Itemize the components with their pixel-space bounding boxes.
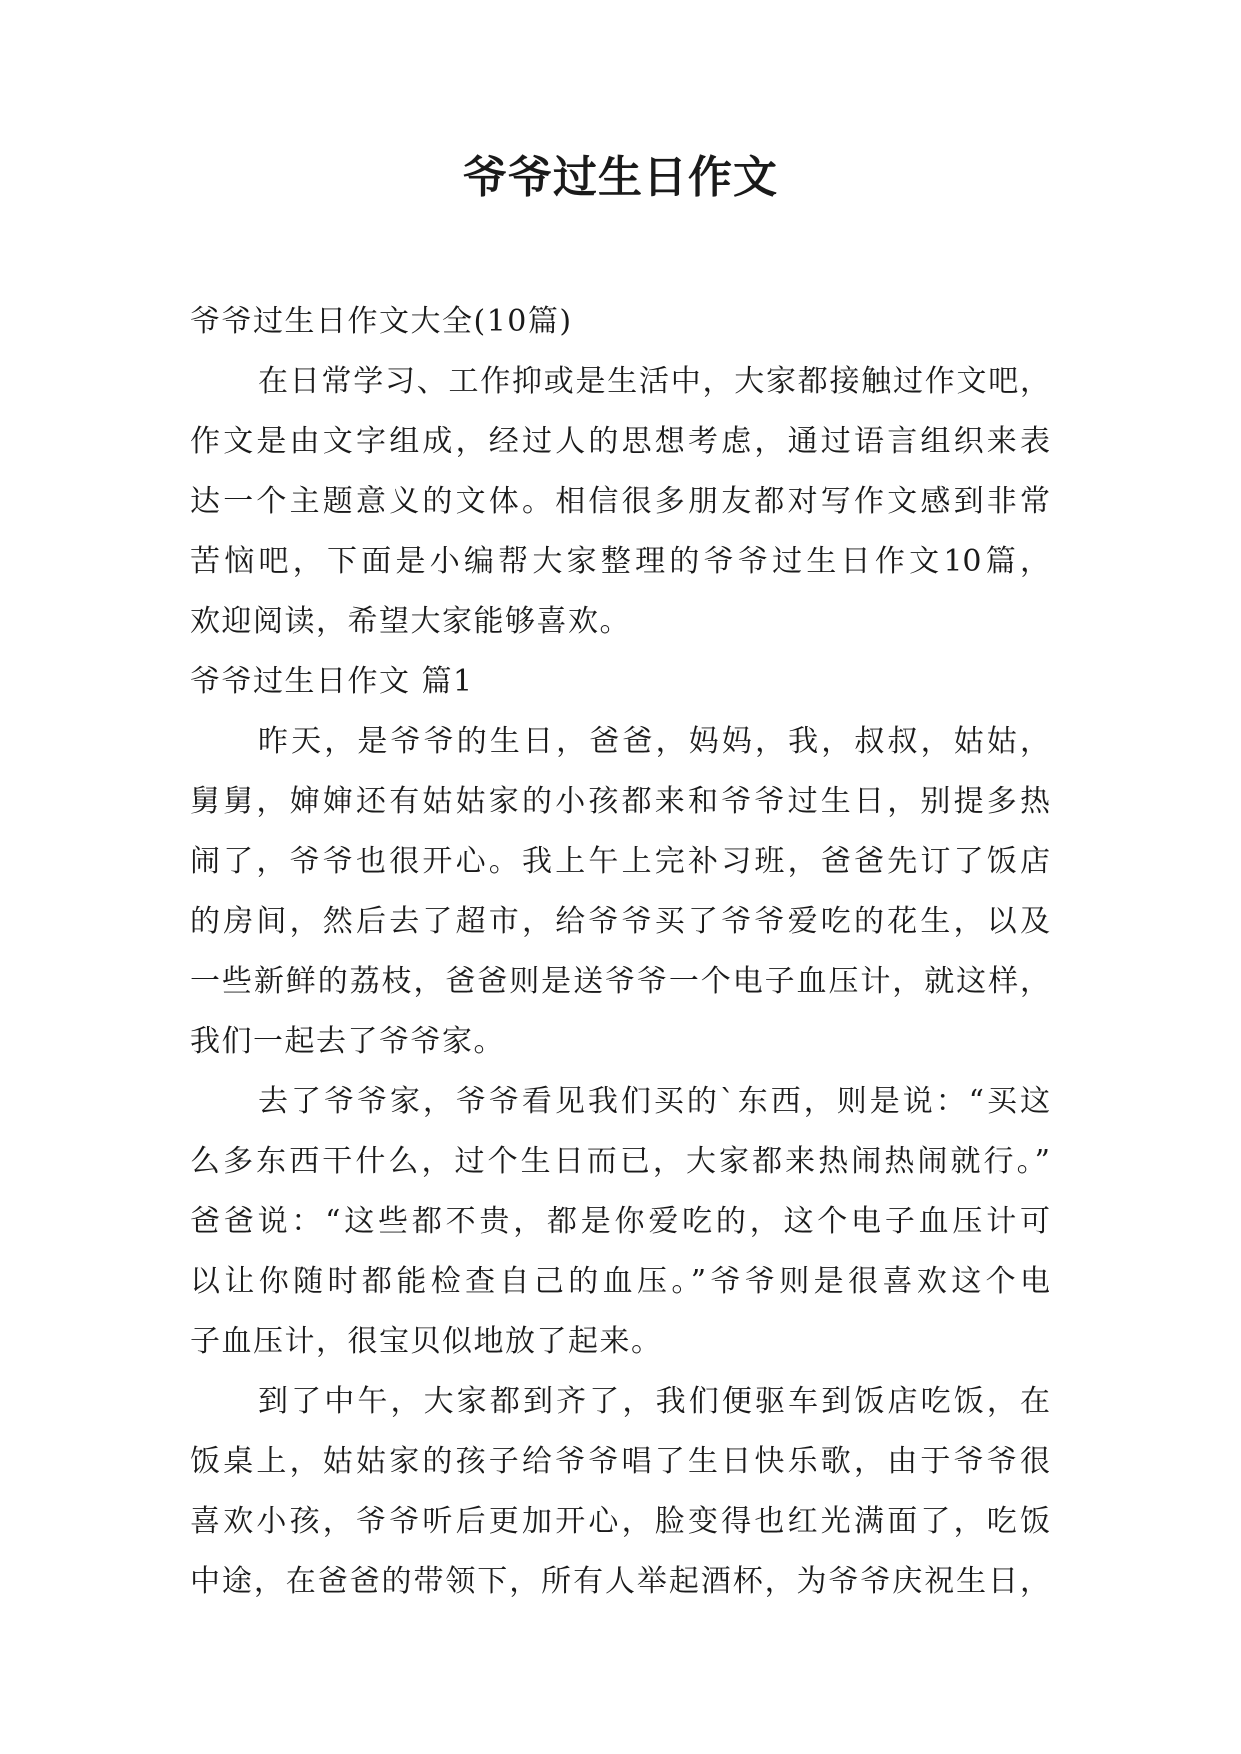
text-line: 我们一起去了爷爷家。 (190, 1024, 505, 1059)
text-line: 舅舅，婶婶还有姑姑家的小孩都来和爷爷过生日，别提多热 (190, 784, 1050, 819)
text-line: 欢迎阅读，希望大家能够喜欢。 (190, 604, 631, 639)
document-body (190, 292, 1050, 1612)
text-line: 到了中午，大家都到齐了，我们便驱车到饭店吃饭，在 (258, 1384, 1050, 1419)
text-line: 昨天，是爷爷的生日，爸爸，妈妈，我，叔叔，姑姑， (258, 724, 1050, 759)
text-line: 在日常学习、工作抑或是生活中，大家都接触过作文吧， (258, 364, 1050, 399)
text-line: 么多东西干什么，过个生日而已，大家都来热闹热闹就行。” (190, 1144, 1050, 1179)
text-line: 爸爸说：“这些都不贵，都是你爱吃的，这个电子血压计可 (190, 1204, 1050, 1239)
document-title: 爷爷过生日作文 (463, 152, 778, 203)
text-line: 喜欢小孩，爷爷听后更加开心，脸变得也红光满面了，吃饭 (190, 1504, 1050, 1539)
text-line: 子血压计，很宝贝似地放了起来。 (190, 1324, 663, 1359)
text-line: 饭桌上，姑姑家的孩子给爷爷唱了生日快乐歌，由于爷爷很 (190, 1444, 1050, 1479)
text-line: 去了爷爷家，爷爷看见我们买的`东西，则是说：“买这 (258, 1084, 1050, 1119)
text-line: 达一个主题意义的文体。相信很多朋友都对写作文感到非常 (190, 484, 1050, 519)
text-line: 中途，在爸爸的带领下，所有人举起酒杯，为爷爷庆祝生日， (190, 1564, 1050, 1599)
text-line: 苦恼吧，下面是小编帮大家整理的爷爷过生日作文10篇， (190, 544, 1050, 579)
text-line: 的房间，然后去了超市，给爷爷买了爷爷爱吃的花生，以及 (190, 904, 1050, 939)
text-line: 闹了，爷爷也很开心。我上午上完补习班，爸爸先订了饭店 (190, 844, 1050, 879)
text-line: 爷爷过生日作文大全(10篇) (190, 304, 573, 339)
text-line: 作文是由文字组成，经过人的思想考虑，通过语言组织来表 (190, 424, 1050, 459)
section-heading: 爷爷过生日作文 篇1 (190, 664, 474, 699)
text-line: 以让你随时都能检查自己的血压。”爷爷则是很喜欢这个电 (190, 1264, 1050, 1299)
text-line: 一些新鲜的荔枝，爸爸则是送爷爷一个电子血压计，就这样， (190, 964, 1050, 999)
